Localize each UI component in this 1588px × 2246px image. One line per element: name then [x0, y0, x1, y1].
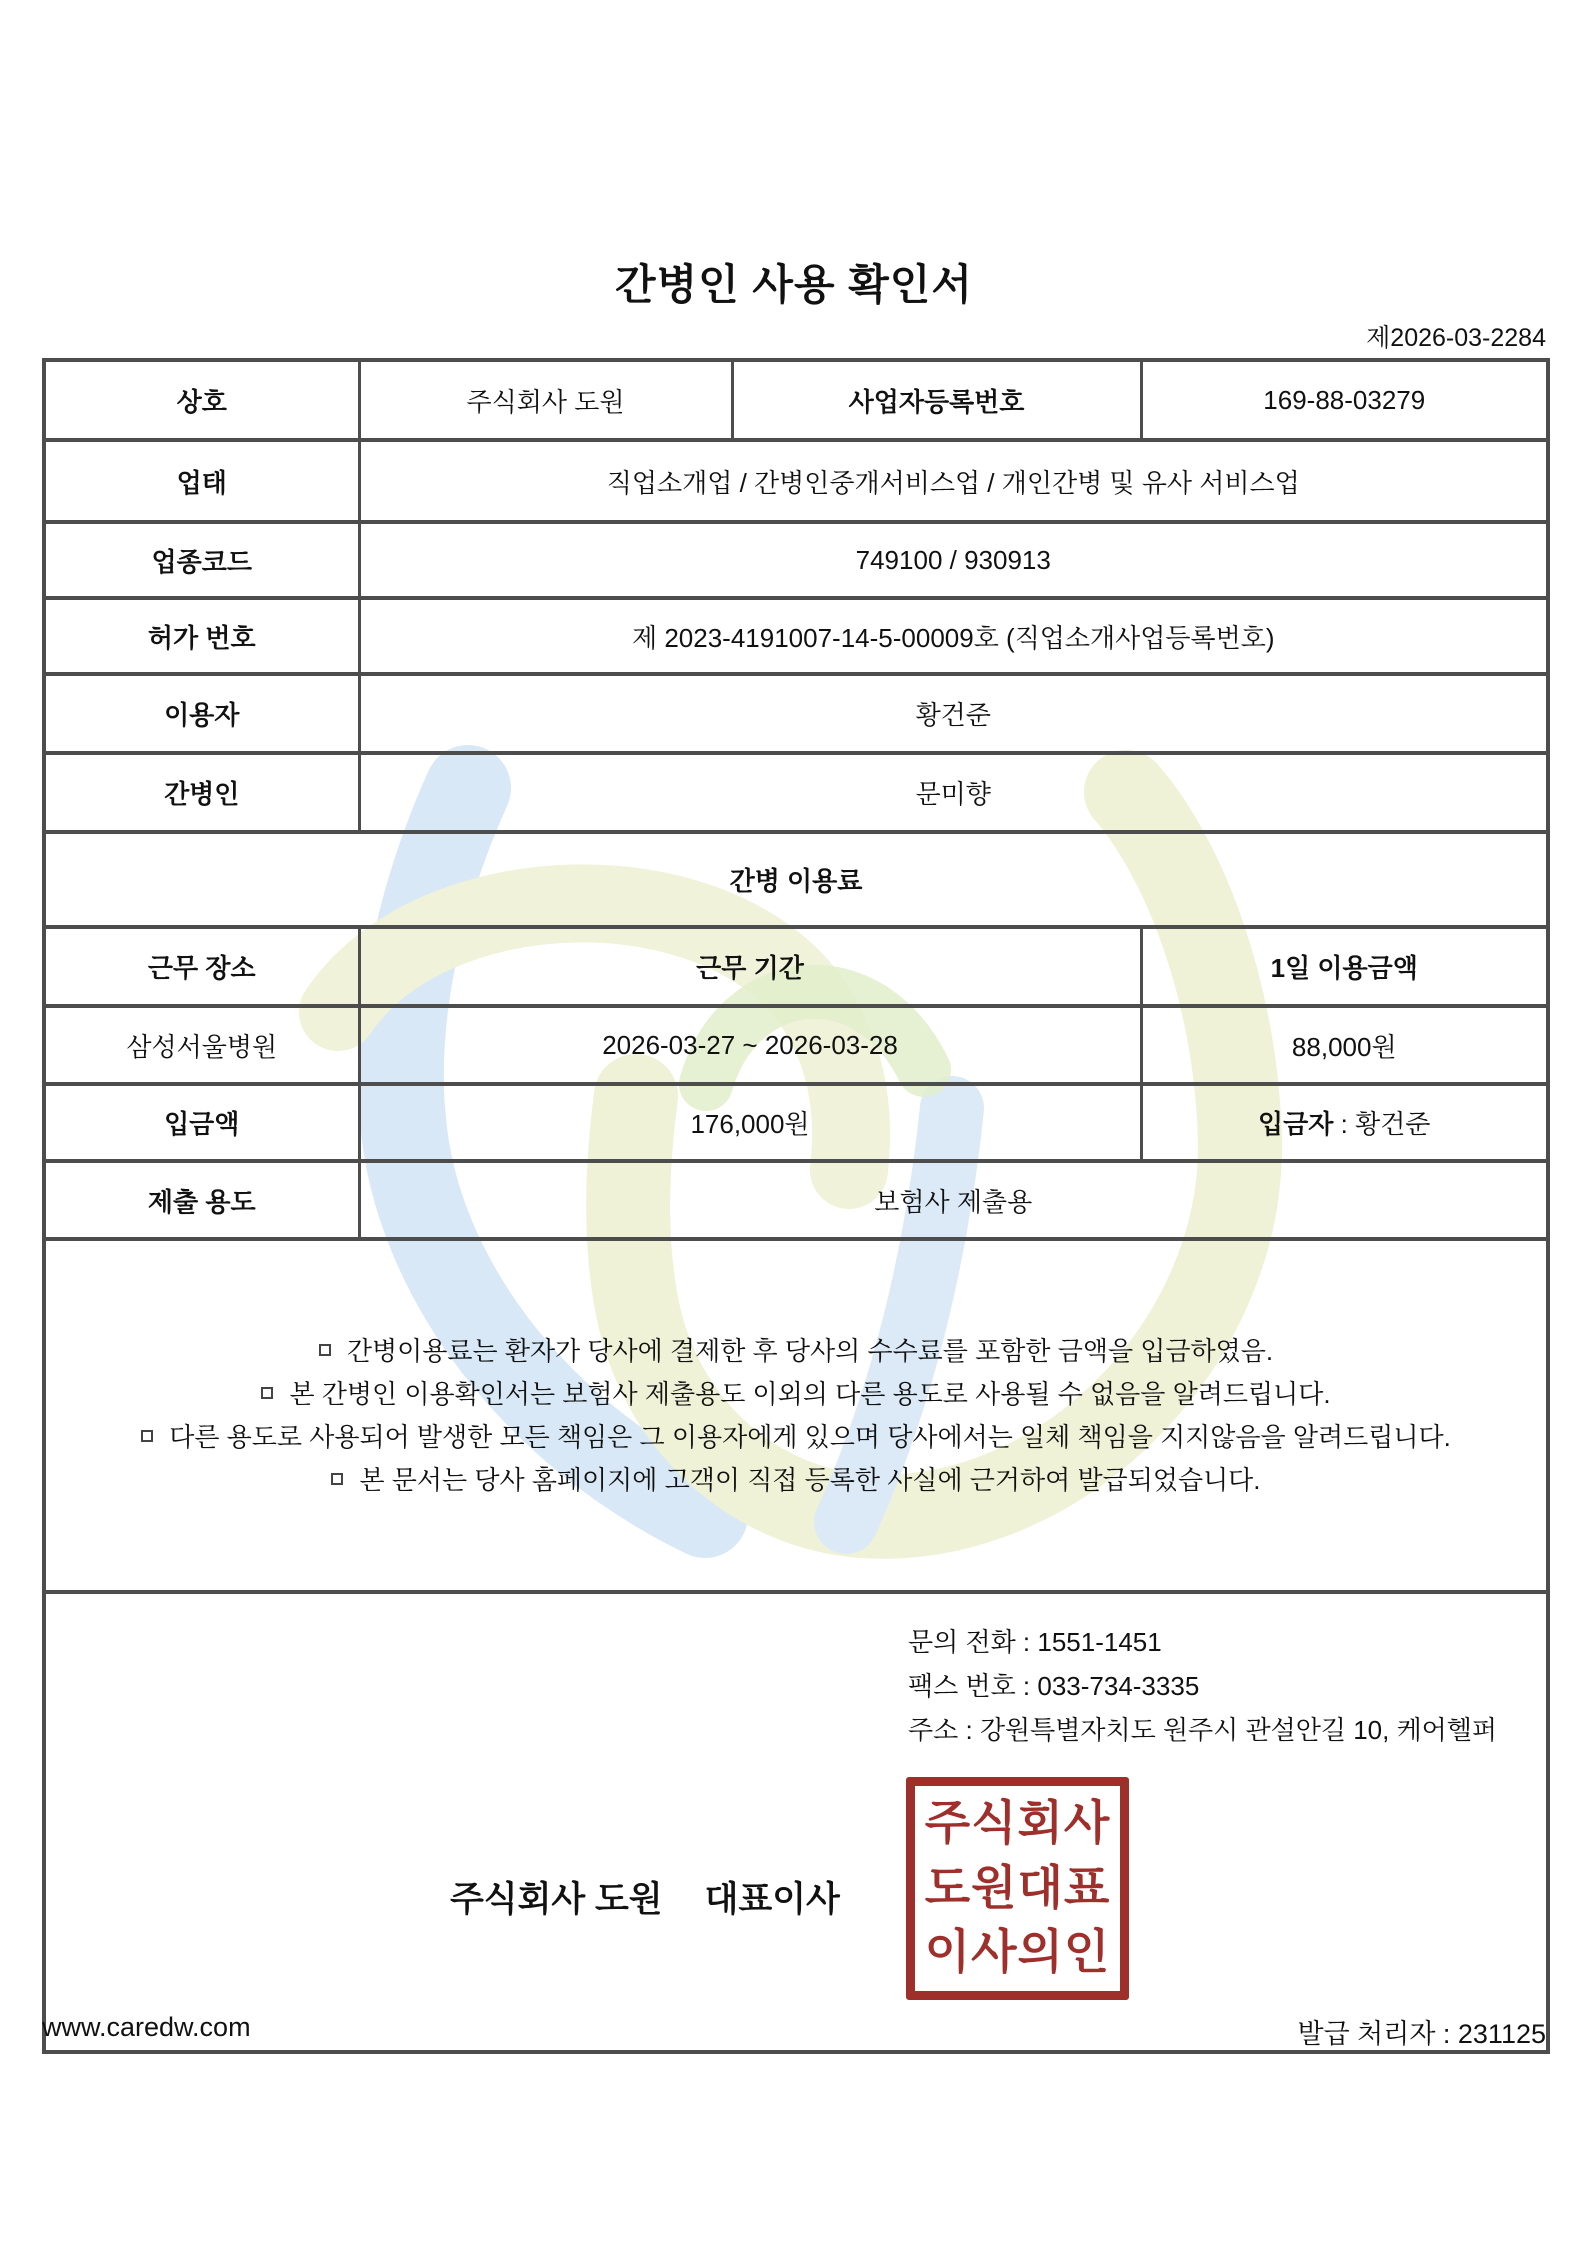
company-name-value: 주식회사 도원 [359, 360, 732, 440]
note-text: 본 간병인 이용확인서는 보험사 제출용도 이외의 다른 용도로 사용될 수 없음을 알려드립니다. [289, 1378, 1331, 1409]
permit-value: 제 2023-4191007-14-5-00009호 (직업소개사업등록번호) [359, 598, 1548, 674]
depositor-cell [1141, 1084, 1548, 1161]
contact-phone: 문의 전화 : 1551-1451 [908, 1627, 1162, 1657]
stamp-row: 이사의인 [924, 1924, 1111, 1980]
deposit-label: 입금액 [44, 1084, 359, 1161]
row-deposit [44, 1084, 1548, 1161]
biz-reg-label: 사업자등록번호 [732, 360, 1141, 440]
note-text: 간병이용료는 환자가 당사에 결제한 후 당사의 수수료를 포함한 금액을 입금하였음. [346, 1335, 1274, 1366]
work-period-header: 근무 기간 [359, 927, 1141, 1006]
note-line [46, 1459, 1546, 1502]
row-work-header [44, 927, 1548, 1006]
work-period-value: 2026-03-27 ~ 2026-03-28 [359, 1006, 1141, 1084]
caregiver-value: 문미향 [359, 753, 1548, 832]
signature-company-name: 주식회사 도원 [450, 1880, 663, 1919]
square-bullet-icon [331, 1473, 343, 1485]
notes-cell [44, 1239, 1548, 1592]
caregiver-label: 간병인 [44, 753, 359, 832]
depositor-name: : 황건준 [1333, 1109, 1431, 1139]
row-work-data [44, 1006, 1548, 1084]
row-permit-number [44, 598, 1548, 674]
stamp-row: 주식회사 [924, 1796, 1111, 1852]
row-caregiver [44, 753, 1548, 832]
contact-fax: 팩스 번호 : 033-734-3335 [908, 1671, 1200, 1701]
row-industry-code [44, 522, 1548, 598]
confirmation-table [42, 358, 1550, 2054]
deposit-amount: 176,000원 [359, 1084, 1141, 1161]
row-user [44, 674, 1548, 753]
square-bullet-icon [319, 1344, 331, 1356]
company-signature-line [450, 1872, 840, 1922]
work-place-header: 근무 장소 [44, 927, 359, 1006]
permit-label: 허가 번호 [44, 598, 359, 674]
footer-website: www.caredw.com [42, 2012, 251, 2042]
work-place-value: 삼성서울병원 [44, 1006, 359, 1084]
user-label: 이용자 [44, 674, 359, 753]
company-name-label: 상호 [44, 360, 359, 440]
daily-fee-header: 1일 이용금액 [1141, 927, 1548, 1006]
purpose-value: 보험사 제출용 [359, 1161, 1548, 1239]
note-line [46, 1416, 1546, 1459]
page-footer [42, 2012, 1546, 2051]
depositor-label: 입금자 [1258, 1109, 1334, 1139]
stamp-row: 도원대표 [924, 1860, 1111, 1916]
note-line [46, 1373, 1546, 1416]
square-bullet-icon [141, 1430, 153, 1442]
signature-ceo-title: 대표이사 [704, 1880, 840, 1919]
document-number: 제2026-03-2284 [1366, 324, 1546, 352]
corporate-seal-stamp [906, 1777, 1129, 2000]
biz-type-label: 업태 [44, 440, 359, 522]
user-value: 황건준 [359, 674, 1548, 753]
row-signature [44, 1592, 1548, 2052]
row-purpose [44, 1161, 1548, 1239]
contact-block [908, 1620, 1497, 1752]
row-company-name [44, 360, 1548, 440]
fee-section-title: 간병 이용료 [44, 832, 1548, 927]
row-fee-section-title [44, 832, 1548, 927]
signature-cell [44, 1592, 1548, 2052]
biz-reg-value: 169-88-03279 [1141, 360, 1548, 440]
note-text: 본 문서는 당사 홈페이지에 고객이 직접 등록한 사실에 근거하여 발급되었습니다. [359, 1464, 1261, 1495]
note-line [46, 1330, 1546, 1373]
purpose-label: 제출 용도 [44, 1161, 359, 1239]
row-notes [44, 1239, 1548, 1592]
industry-code-label: 업종코드 [44, 522, 359, 598]
square-bullet-icon [261, 1387, 273, 1399]
footer-issuer: 발급 처리자 : 231125 [1297, 2019, 1546, 2049]
page-title: 간병인 사용 확인서 [615, 261, 973, 308]
note-text: 다른 용도로 사용되어 발생한 모든 책임은 그 이용자에게 있으며 당사에서는 일체 책임을 지지않음을 알려드립니다. [169, 1421, 1451, 1452]
biz-type-value: 직업소개업 / 간병인중개서비스업 / 개인간병 및 유사 서비스업 [359, 440, 1548, 522]
contact-address: 주소 : 강원특별자치도 원주시 관설안길 10, 케어헬퍼 [908, 1715, 1498, 1745]
row-biz-type [44, 440, 1548, 522]
daily-fee-value: 88,000원 [1141, 1006, 1548, 1084]
industry-code-value: 749100 / 930913 [359, 522, 1548, 598]
